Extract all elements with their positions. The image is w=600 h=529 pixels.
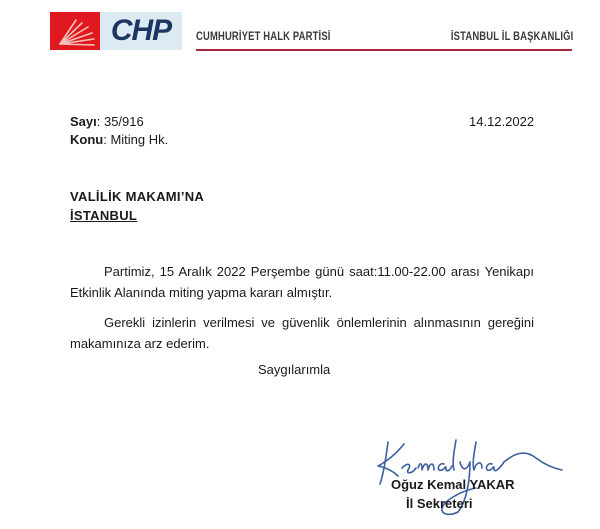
signatory-name: Oğuz Kemal YAKAR: [391, 477, 515, 492]
office-name: İSTANBUL İL BAŞKANLIĞI: [450, 31, 573, 43]
paragraph-1-text: Partimiz, 15 Aralık 2022 Perşembe günü saat:11.00-22.00 arası Yenikapı Etkinlik Alanında miting yapma kararı almıştır.: [70, 264, 534, 300]
subject-line: [70, 132, 168, 147]
chp-logo: [50, 12, 182, 50]
body-paragraph-2: [70, 312, 534, 354]
reference-number: [70, 114, 144, 129]
logo-text: CHP: [110, 14, 172, 47]
recipient-line-2: İSTANBUL: [70, 208, 138, 223]
number-value: : 35/916: [96, 114, 144, 129]
six-arrows-icon: [50, 12, 100, 50]
closing-salutation: Saygılarımla: [258, 362, 331, 377]
signatory-title: İl Sekreteri: [406, 496, 473, 511]
subject-value: : Miting Hk.: [103, 132, 169, 147]
number-label: Sayı: [70, 114, 97, 129]
subject-label: Konu: [70, 132, 104, 147]
header-rule: [196, 49, 572, 51]
party-name: CUMHURİYET HALK PARTİSİ: [196, 31, 331, 43]
letter-date: 14.12.2022: [469, 114, 535, 129]
paragraph-2-text: Gerekli izinlerin verilmesi ve güvenlik önlemlerinin alınmasının gereğini makamınıza arz ederim.: [70, 315, 534, 351]
logo-wordmark: [100, 12, 182, 50]
body-paragraph-1: [70, 261, 534, 303]
recipient-line-1: VALİLİK MAKAMI’NA: [70, 189, 205, 204]
